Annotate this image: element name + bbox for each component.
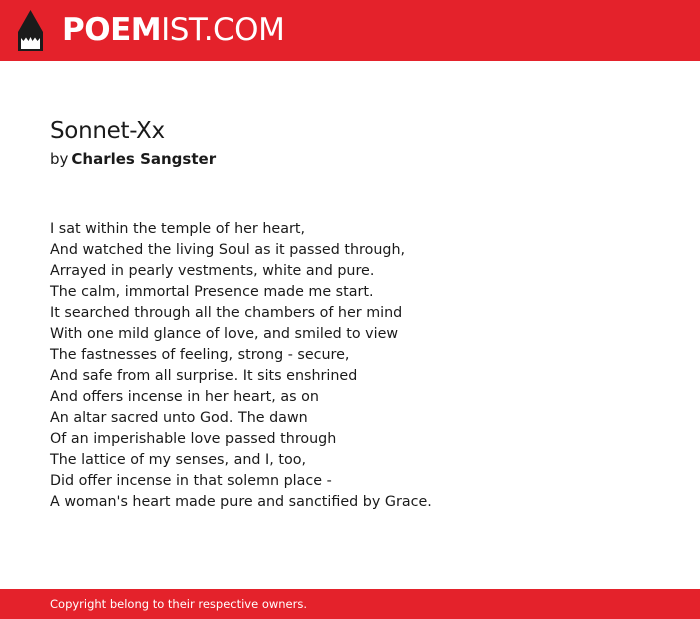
poem-line: And safe from all surprise. It sits enshrined (50, 368, 358, 384)
by-label: by (50, 150, 69, 168)
poem-line: Of an imperishable love passed through (50, 431, 337, 447)
poem-title: Sonnet-Xx (50, 118, 165, 144)
poem-line: With one mild glance of love, and smiled to view (50, 326, 399, 342)
poem-line: A woman's heart made pure and sanctified by Grace. (50, 494, 432, 510)
site-header (0, 0, 700, 61)
poem-line: The calm, immortal Presence made me start. (50, 284, 374, 300)
byline (50, 149, 216, 169)
site-logo[interactable] (62, 11, 284, 49)
pencil-tip-icon[interactable] (18, 10, 43, 51)
copyright-notice: Copyright belong to their respective owners. (50, 597, 308, 611)
poem-line: It searched through all the chambers of her mind (50, 305, 403, 321)
poem-line: And offers incense in her heart, as on (50, 389, 319, 405)
author-name: Charles Sangster (71, 150, 217, 168)
poem-line: I sat within the temple of her heart, (50, 221, 306, 237)
logo-text-bold: POEM (62, 12, 162, 48)
logo-text-light: IST.COM (161, 12, 285, 48)
poem-body (50, 219, 670, 513)
poem-line: And watched the living Soul as it passed through, (50, 242, 406, 258)
site-footer (0, 589, 700, 619)
poem-line: The fastnesses of feeling, strong - secure, (50, 347, 350, 363)
poem-line: Arrayed in pearly vestments, white and pure. (50, 263, 375, 279)
poem-line: An altar sacred unto God. The dawn (50, 410, 308, 426)
poem-line: Did offer incense in that solemn place - (50, 473, 332, 489)
poem-line: The lattice of my senses, and I, too, (50, 452, 306, 468)
